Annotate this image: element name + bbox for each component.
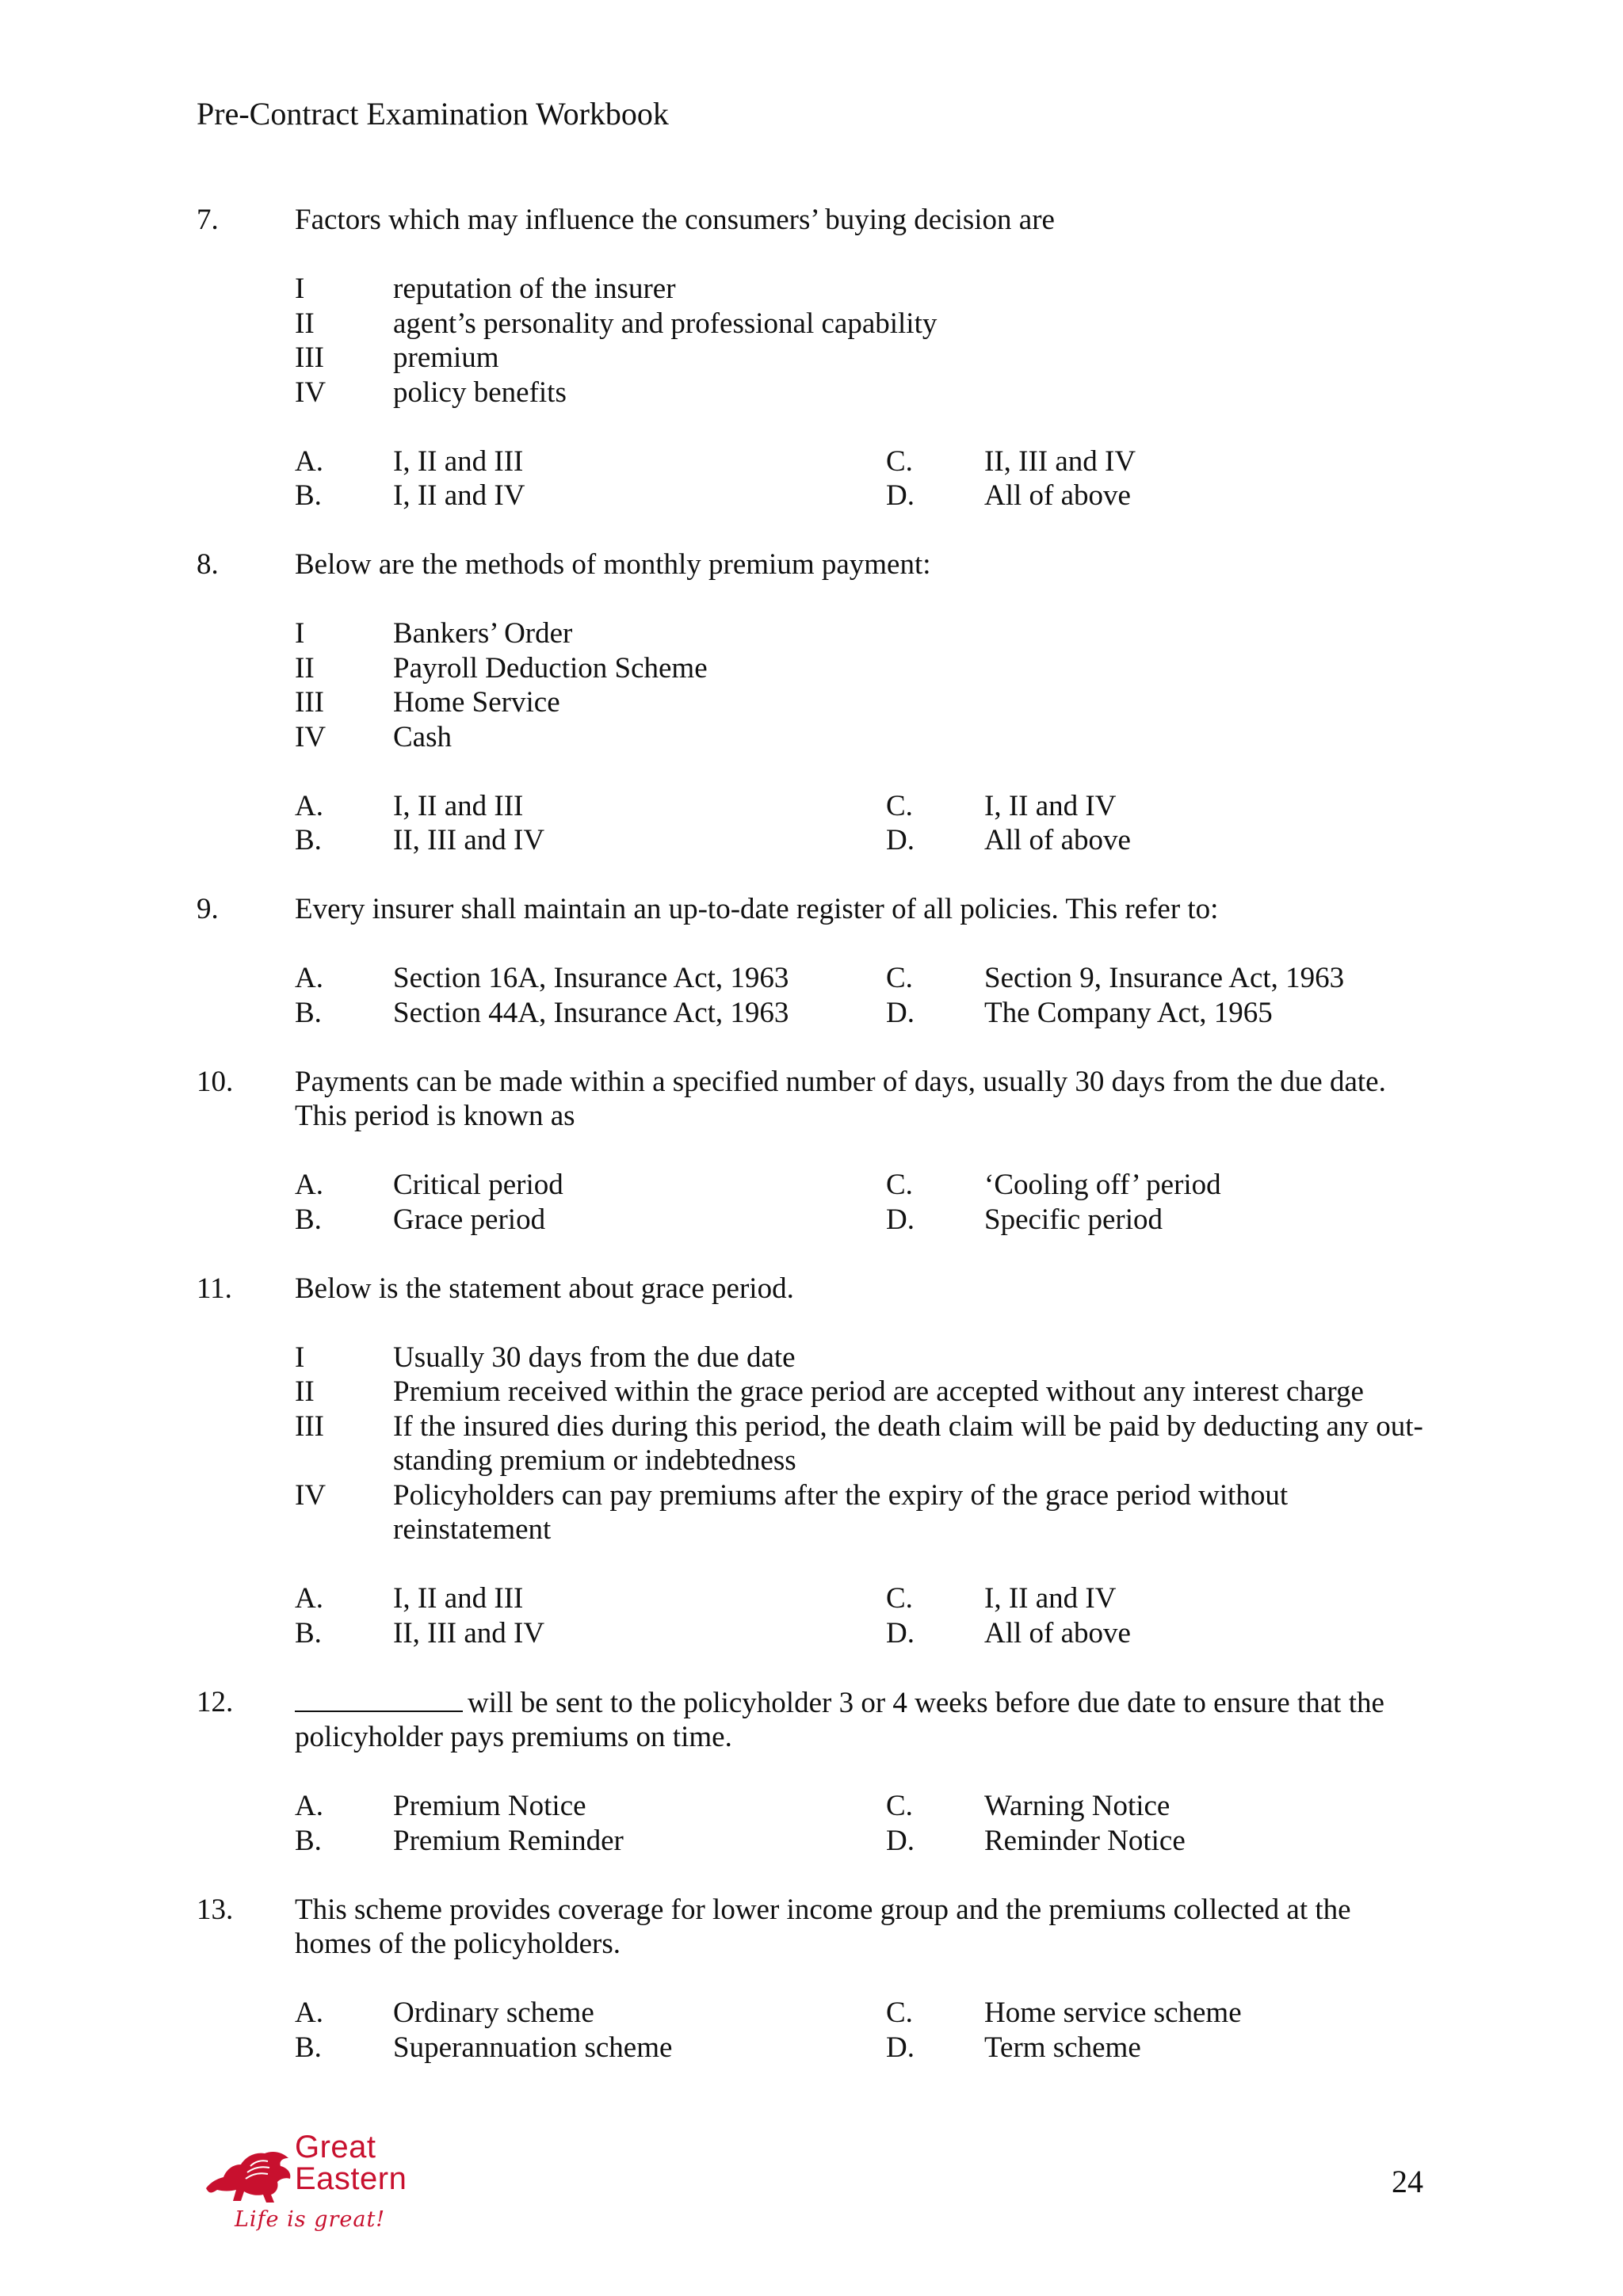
statement-number: II — [295, 1375, 315, 1408]
option-text: II, III and IV — [393, 1616, 545, 1650]
statement-text: agent’s personality and professional capability — [393, 307, 938, 340]
question-text: Below is the statement about grace period. — [295, 1272, 794, 1305]
option-text: All of above — [984, 824, 1131, 856]
statement-item — [295, 651, 1433, 686]
question-text: Payments can be made within a specified number of days, usually 30 days from the due date. This period is known as — [295, 1065, 1386, 1132]
question-number: 10. — [197, 1065, 234, 1098]
fill-in-blank — [295, 1685, 463, 1712]
statement-item — [295, 272, 1433, 307]
statement-item — [295, 307, 1433, 341]
option-letter: A. — [295, 1997, 323, 2029]
question-text-body: will be sent to the policyholder 3 or 4 weeks before due date to ensure that the policyholder pays premiums on time. — [295, 1686, 1384, 1753]
questions-list — [197, 203, 1433, 2100]
answer-options — [295, 961, 1433, 1030]
option-text: II, III and IV — [984, 444, 1136, 478]
statement-number: III — [295, 341, 324, 374]
option-text: I, II and III — [393, 444, 524, 478]
statement-number: IV — [295, 376, 327, 409]
answer-options — [295, 1996, 1433, 2065]
option-letter: D. — [886, 1203, 915, 1236]
option-letter: A. — [295, 1790, 323, 1822]
option-text: Premium Reminder — [393, 1824, 624, 1857]
option-letter: B. — [295, 996, 322, 1029]
option-letter: C. — [886, 789, 913, 822]
option-text: I, II and III — [393, 1582, 524, 1615]
option-letter: B. — [295, 479, 322, 512]
option-text: Critical period — [393, 1169, 563, 1201]
question-number: 9. — [197, 893, 219, 925]
option-letter: C. — [886, 1582, 913, 1615]
statement-text: Policyholders can pay premiums after the expiry of the grace period without reinstatement — [393, 1478, 1289, 1546]
statement-item — [295, 1341, 1433, 1375]
statement-item — [295, 1409, 1433, 1478]
option-letter: A. — [295, 444, 323, 478]
option-text: Grace period — [393, 1203, 546, 1236]
option-text: All of above — [984, 479, 1131, 512]
option-letter: B. — [295, 1616, 322, 1650]
option-text: The Company Act, 1965 — [984, 996, 1273, 1029]
page-number: 24 — [1392, 2164, 1423, 2199]
answer-options — [295, 1789, 1433, 1858]
option-letter: B. — [295, 824, 322, 856]
question-number: 7. — [197, 204, 219, 236]
statement-item — [295, 341, 1433, 376]
option-letter: C. — [886, 1997, 913, 2029]
option-letter: A. — [295, 1582, 323, 1615]
option-text: Reminder Notice — [984, 1824, 1186, 1857]
option-text: I, II and IV — [393, 479, 525, 512]
statement-number: II — [295, 307, 315, 340]
question-10 — [197, 1065, 1433, 1238]
option-letter: B. — [295, 1824, 322, 1857]
option-text: I, II and IV — [984, 1582, 1117, 1615]
option-text: I, II and IV — [984, 789, 1117, 822]
logo-tagline: Life is great! — [235, 2207, 386, 2232]
statement-text: Usually 30 days from the due date — [393, 1341, 796, 1374]
option-text: Section 16A, Insurance Act, 1963 — [393, 962, 789, 994]
option-text: Section 9, Insurance Act, 1963 — [984, 962, 1345, 994]
question-text: Below are the methods of monthly premium payment: — [295, 548, 931, 581]
great-eastern-logo — [203, 2131, 409, 2258]
question-11 — [197, 1272, 1433, 1651]
statement-text: reputation of the insurer — [393, 273, 676, 305]
option-letter: C. — [886, 1169, 913, 1201]
option-text: ‘Cooling off’ period — [984, 1169, 1221, 1201]
page-header-title: Pre-Contract Examination Workbook — [197, 96, 669, 132]
option-text: Specific period — [984, 1203, 1163, 1236]
answer-options — [295, 789, 1433, 858]
statement-text: premium — [393, 341, 499, 374]
statement-list — [295, 616, 1433, 754]
question-text — [295, 1685, 1433, 1755]
question-text: This scheme provides coverage for lower income group and the premiums collected at the homes of the policyholders. — [295, 1893, 1351, 1960]
option-text: All of above — [984, 1616, 1131, 1650]
option-text: Superannuation scheme — [393, 2031, 673, 2064]
option-letter: A. — [295, 789, 323, 822]
answer-options — [295, 444, 1433, 513]
statement-item — [295, 1375, 1433, 1409]
option-letter: D. — [886, 479, 915, 512]
option-text: Term scheme — [984, 2031, 1141, 2064]
statement-text: Cash — [393, 720, 452, 753]
option-letter: D. — [886, 1824, 915, 1857]
logo-text-eastern: Eastern — [295, 2161, 407, 2196]
statement-text: policy benefits — [393, 376, 567, 409]
option-letter: C. — [886, 962, 913, 994]
statement-number: I — [295, 1341, 305, 1374]
question-12 — [197, 1685, 1433, 1859]
answer-options — [295, 1168, 1433, 1237]
option-letter: D. — [886, 2031, 915, 2064]
option-letter: A. — [295, 1169, 323, 1201]
statement-text: Bankers’ Order — [393, 617, 573, 650]
option-text: Home service scheme — [984, 1997, 1242, 2029]
question-8 — [197, 547, 1433, 858]
statement-text: If the insured dies during this period, the death claim will be paid by deducting any out-standing premium or indebtedness — [393, 1409, 1423, 1477]
statement-number: II — [295, 651, 315, 685]
statement-number: III — [295, 1409, 324, 1443]
question-text: Every insurer shall maintain an up-to-date register of all policies. This refer to: — [295, 893, 1219, 925]
statement-text: Premium received within the grace period are accepted without any interest charge — [393, 1375, 1364, 1408]
question-text: Factors which may influence the consumers’ buying decision are — [295, 204, 1055, 236]
statement-number: III — [295, 686, 324, 719]
option-text: Section 44A, Insurance Act, 1963 — [393, 996, 789, 1029]
option-letter: B. — [295, 2031, 322, 2064]
question-number: 13. — [197, 1893, 234, 1926]
statement-list — [295, 1341, 1433, 1547]
option-letter: C. — [886, 444, 913, 478]
question-7 — [197, 203, 1433, 513]
statement-number: I — [295, 617, 305, 650]
statement-item — [295, 685, 1433, 720]
option-letter: D. — [886, 996, 915, 1029]
statement-item — [295, 1478, 1433, 1547]
option-letter: C. — [886, 1790, 913, 1822]
statement-number: IV — [295, 720, 327, 753]
option-letter: D. — [886, 824, 915, 856]
question-13 — [197, 1893, 1433, 2065]
statement-list — [295, 272, 1433, 410]
statement-text: Home Service — [393, 686, 560, 719]
option-letter: A. — [295, 962, 323, 994]
answer-options — [295, 1581, 1433, 1650]
question-9 — [197, 892, 1433, 1030]
statement-item — [295, 616, 1433, 651]
statement-number: I — [295, 273, 305, 305]
statement-number: IV — [295, 1478, 327, 1512]
option-text: Premium Notice — [393, 1790, 586, 1822]
option-text: Warning Notice — [984, 1790, 1170, 1822]
option-text: I, II and III — [393, 789, 524, 822]
option-text: II, III and IV — [393, 824, 545, 856]
question-number: 8. — [197, 548, 219, 581]
statement-item — [295, 376, 1433, 410]
logo-text-great: Great — [295, 2130, 376, 2164]
option-letter: B. — [295, 1203, 322, 1236]
option-text: Ordinary scheme — [393, 1997, 594, 2029]
lion-icon — [203, 2142, 295, 2206]
question-number: 12. — [197, 1685, 234, 1718]
question-number: 11. — [197, 1272, 232, 1305]
option-letter: D. — [886, 1616, 915, 1650]
statement-item — [295, 720, 1433, 755]
statement-text: Payroll Deduction Scheme — [393, 651, 708, 685]
